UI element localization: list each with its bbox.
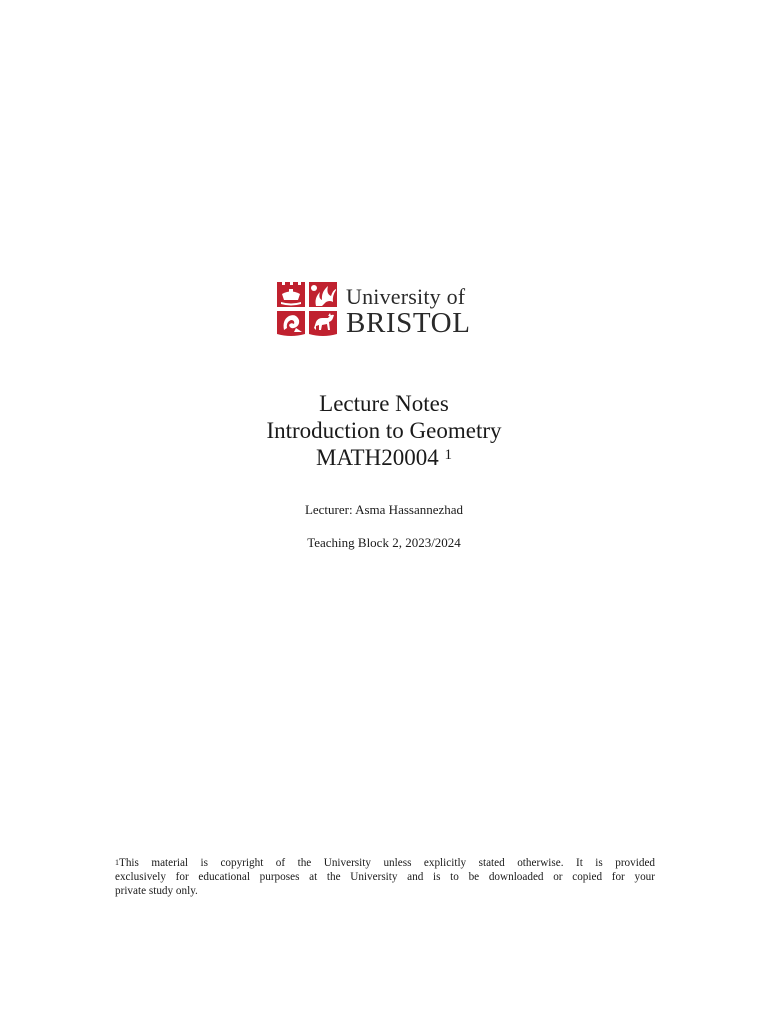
document-title xyxy=(0,390,768,471)
logo-wordmark xyxy=(346,280,496,338)
university-logo xyxy=(276,280,496,338)
university-crest-icon xyxy=(276,280,338,338)
title-lecture-notes: Lecture Notes xyxy=(319,391,449,416)
footnote-line-2: exclusively for educational purposes at the University and is to be downloaded or copied for your xyxy=(115,871,655,883)
lecturer-line: Lecturer: Asma Hassannezhad xyxy=(304,502,464,517)
title-course-name: Introduction to Geometry xyxy=(266,418,502,443)
title-footnote-mark: 1 xyxy=(444,447,452,463)
title-course-code-line xyxy=(0,444,768,471)
logo-university-of: University of xyxy=(346,284,466,309)
logo-bristol: BRISTOL xyxy=(346,307,471,339)
copyright-footnote xyxy=(115,856,655,898)
teaching-block-line: Teaching Block 2, 2023/2024 xyxy=(307,535,461,550)
footnote-line-1 xyxy=(115,856,655,870)
footnote-text-1: This material is copyright of the University unless explicitly stated otherwise. It is provided xyxy=(119,857,655,869)
footnote-line-3: private study only. xyxy=(115,885,198,897)
title-course-code: MATH20004 xyxy=(316,445,439,470)
footnote-mark: 1 xyxy=(115,858,119,867)
